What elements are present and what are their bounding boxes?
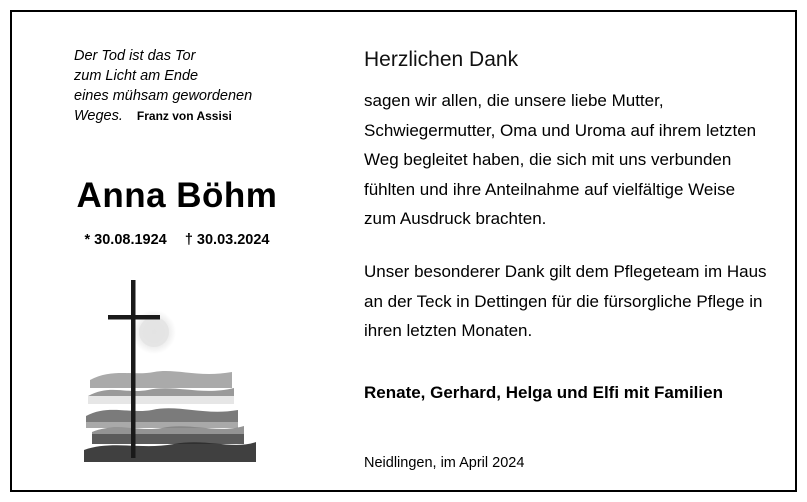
life-dates (12, 232, 342, 248)
death-cross-icon: † (184, 232, 193, 248)
verse-block (74, 46, 324, 126)
death-date: 30.03.2024 (196, 232, 270, 248)
verse-line-4: Weges. (74, 108, 123, 124)
place-and-date: Neidlingen, im April 2024 (364, 455, 525, 471)
thanks-paragraph-2: Unser besonderer Dank gilt dem Pflegeteam im Haus an der Teck in Dettingen für die fürsorgliche Pflege in ihren letzten Monaten. (364, 262, 767, 340)
verse-line-3: eines mühsam gewordenen (74, 88, 253, 104)
deceased-name: Anna Böhm (76, 176, 278, 215)
left-column (12, 12, 342, 490)
birth-star-icon: * (84, 232, 91, 248)
obituary-notice-card (10, 10, 797, 492)
right-column (364, 12, 784, 490)
verse-line-1: Der Tod ist das Tor (74, 48, 196, 64)
family-signature: Renate, Gerhard, Helga und Elfi mit Familien (364, 383, 723, 402)
verse-line-2: zum Licht am Ende (74, 68, 199, 84)
thanks-heading: Herzlichen Dank (364, 48, 519, 71)
thanks-paragraph-1: sagen wir allen, die unsere liebe Mutter, Schwiegermutter, Oma und Uroma auf ihrem letzten Weg begleitet haben, die sich mit uns verbunden fühlten und ihre Anteilnahme auf vielfältige Weise zum Ausdruck brachten. (364, 91, 757, 228)
birth-date: 30.08.1924 (94, 232, 167, 248)
cross-over-landscape-illustration (82, 272, 272, 472)
verse-attribution: Franz von Assisi (136, 109, 232, 123)
